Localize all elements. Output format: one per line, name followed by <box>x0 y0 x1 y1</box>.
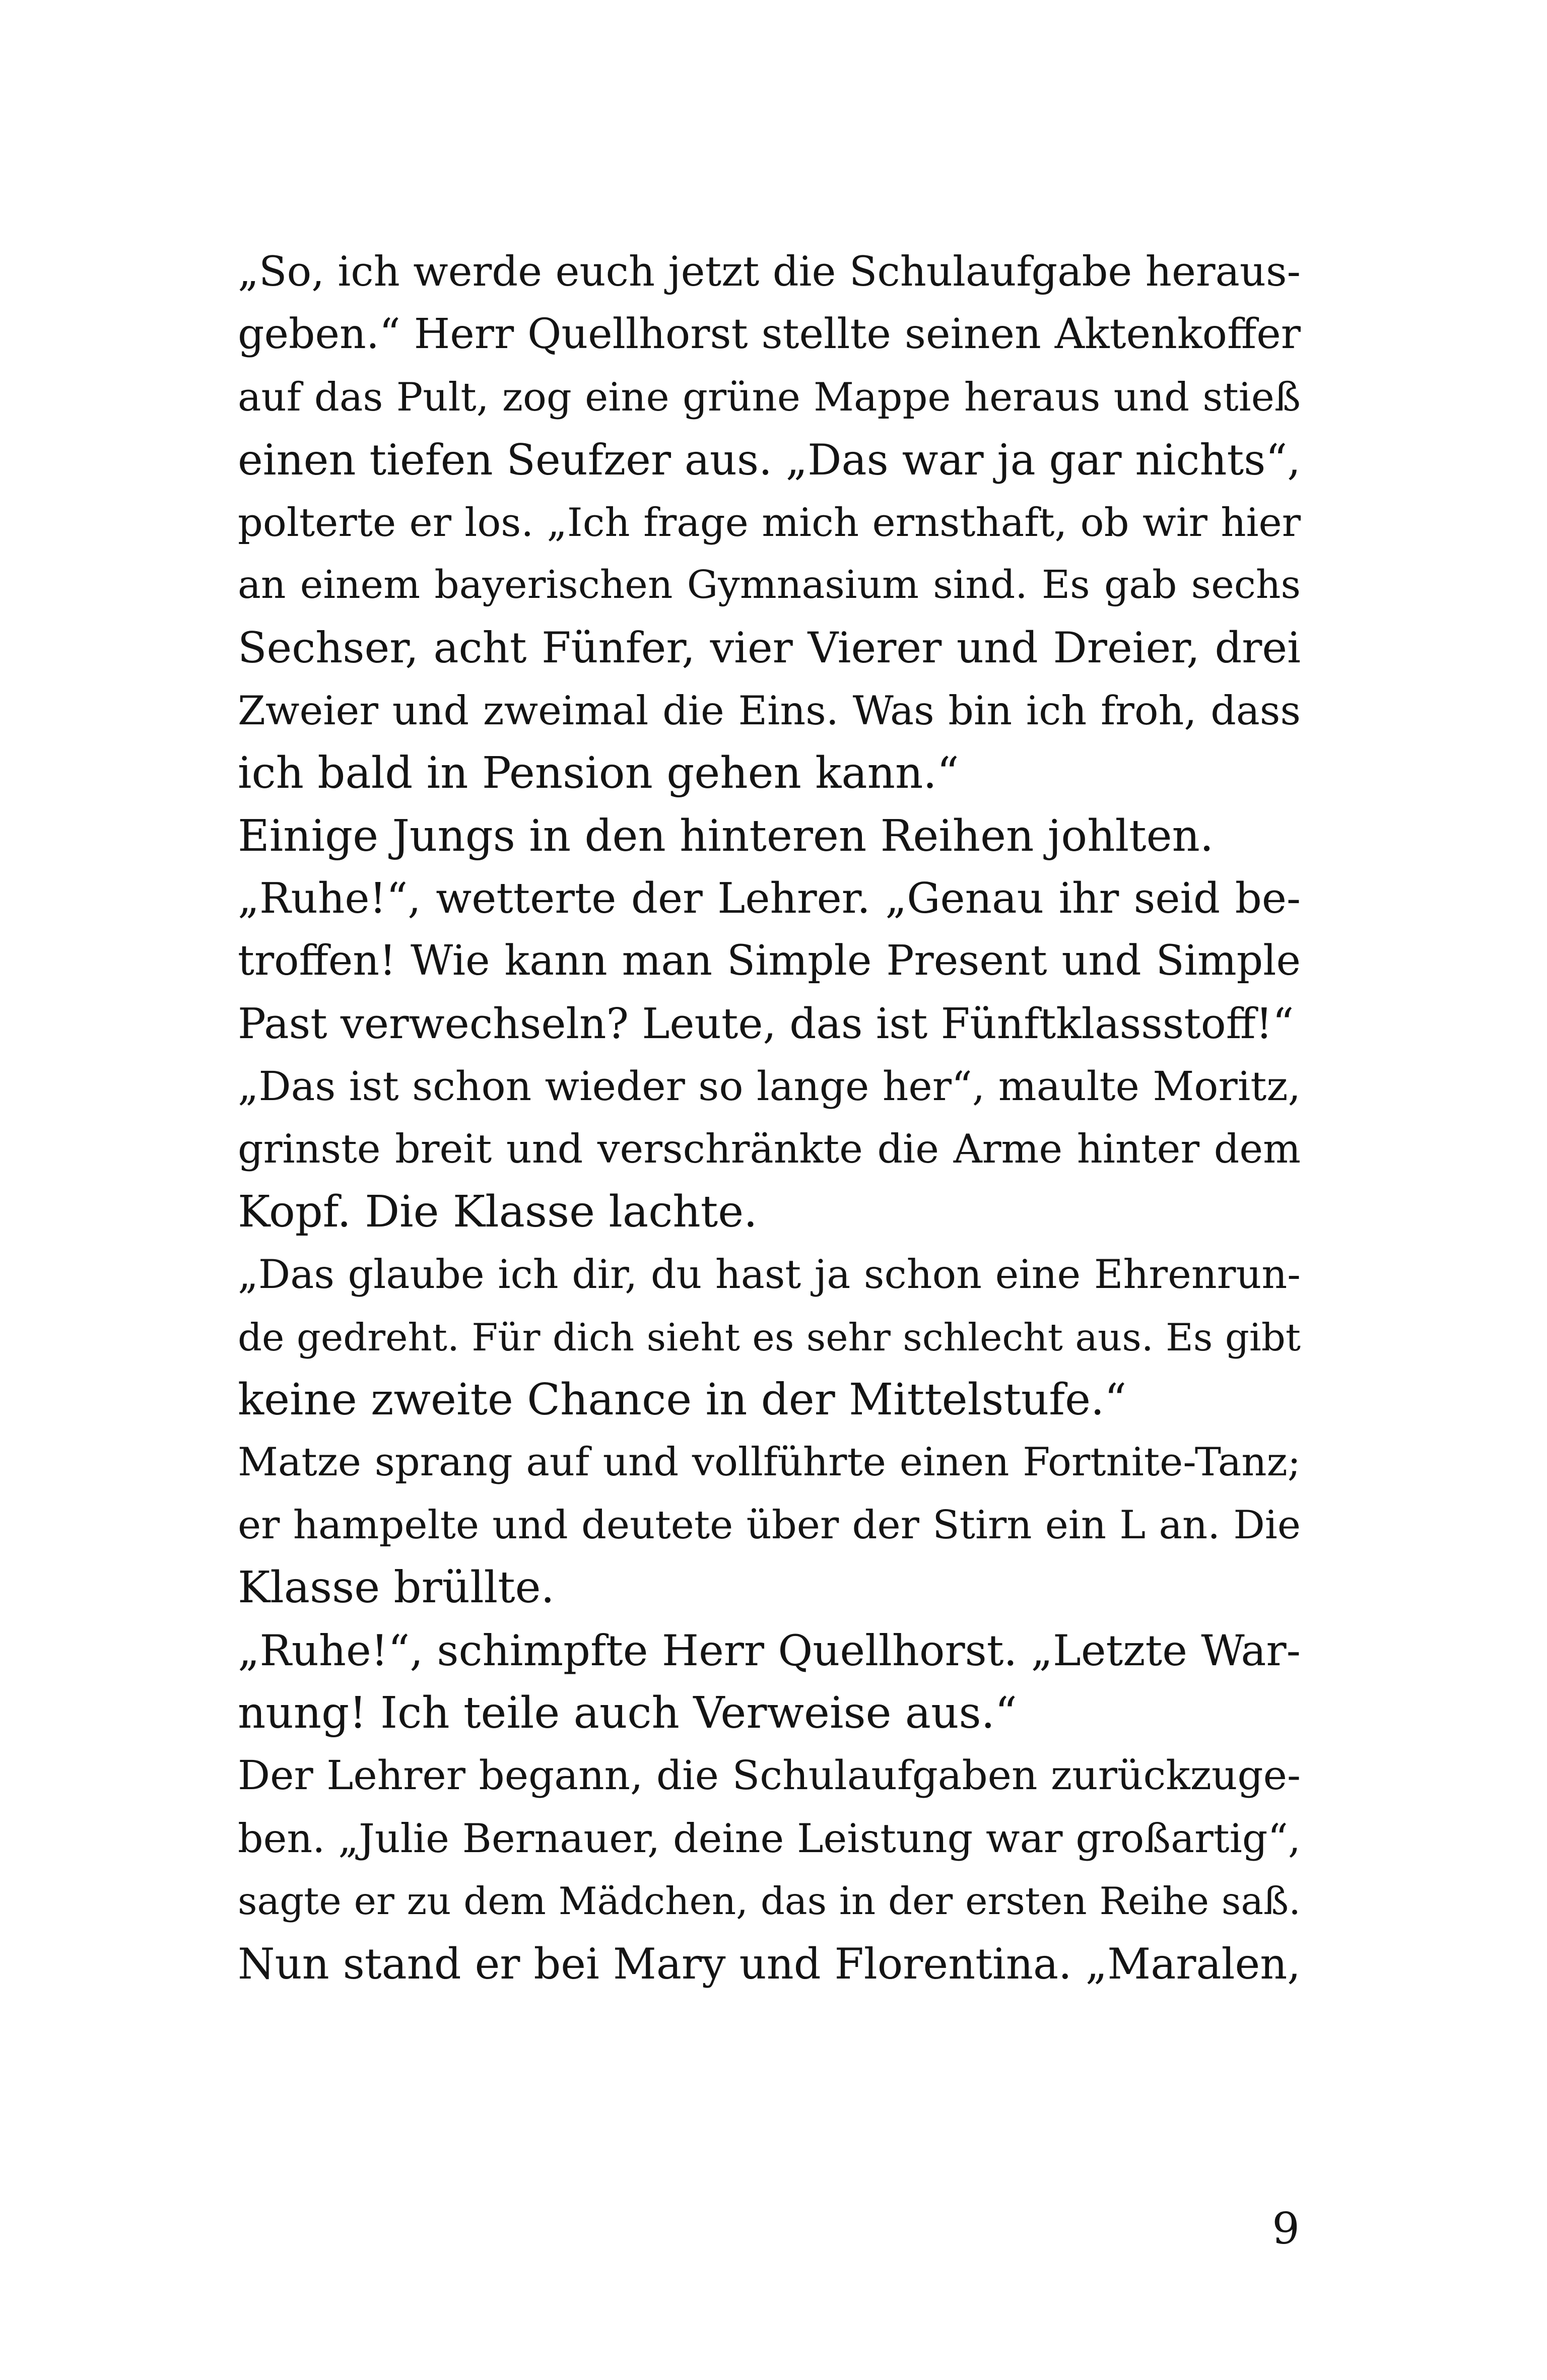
text-line: Der Lehrer begann, die Schulaufgaben zurückzuge- <box>238 1752 1301 1799</box>
text-line: geben.“ Herr Quellhorst stellte seinen Aktenkoffer <box>238 310 1301 359</box>
text-line: „So, ich werde euch jetzt die Schulaufgabe heraus- <box>238 248 1301 296</box>
text-line: Matze sprang auf und vollführte einen Fortnite-Tanz; <box>238 1440 1301 1485</box>
text-line: an einem bayerischen Gymnasium sind. Es gab sechs <box>238 562 1301 607</box>
text-line: grinste breit und verschränkte die Arme hinter dem <box>238 1126 1301 1173</box>
text-line: de gedreht. Für dich sieht es sehr schlecht aus. Es gibt <box>238 1315 1301 1359</box>
text-line: auf das Pult, zog eine grüne Mappe heraus und stieß <box>238 374 1301 420</box>
text-line: Past verwechseln? Leute, das ist Fünftklassstoff!“ <box>238 999 1294 1048</box>
text-line: troffen! Wie kann man Simple Present und Simple <box>238 937 1301 985</box>
text-line: einen tiefen Seufzer aus. „Das war ja gar nichts“, <box>238 435 1301 485</box>
text-line: sagte er zu dem Mädchen, das in der ersten Reihe saß. <box>238 1879 1301 1924</box>
text-line: polterte er los. „Ich frage mich ernsthaft, ob wir hier <box>238 500 1301 546</box>
body-text <box>238 241 1301 1995</box>
text-line: „Das ist schon wieder so lange her“, maulte Moritz, <box>238 1063 1301 1110</box>
text-line: „Das glaube ich dir, du hast ja schon eine Ehrenrun- <box>238 1251 1301 1298</box>
text-line: nung! Ich teile auch Verweise aus.“ <box>238 1687 1017 1738</box>
text-line: keine zweite Chance in der Mittelstufe.“ <box>238 1375 1127 1425</box>
text-line: ben. „Julie Bernauer, deine Leistung war großartig“, <box>238 1815 1301 1862</box>
page-number: 9 <box>1272 2204 1300 2254</box>
text-line: ich bald in Pension gehen kann.“ <box>238 748 959 799</box>
text-line: „Ruhe!“, wetterte der Lehrer. „Genau ihr seid be- <box>238 873 1301 923</box>
text-line: „Ruhe!“, schimpfte Herr Quellhorst. „Letzte War- <box>238 1625 1301 1675</box>
text-line: Kopf. Die Klasse lachte. <box>238 1186 758 1237</box>
text-line: Klasse brüllte. <box>238 1562 555 1613</box>
text-line: Sechser, acht Fünfer, vier Vierer und Dreier, drei <box>238 623 1301 673</box>
text-line: Zweier und zweimal die Eins. Was bin ich froh, dass <box>238 687 1301 734</box>
text-line: er hampelte und deutete über der Stirn ein L an. Die <box>238 1502 1301 1548</box>
text-line: Nun stand er bei Mary und Florentina. „Maralen, <box>238 1939 1301 1989</box>
text-line: Einige Jungs in den hinteren Reihen johlten. <box>238 810 1214 861</box>
